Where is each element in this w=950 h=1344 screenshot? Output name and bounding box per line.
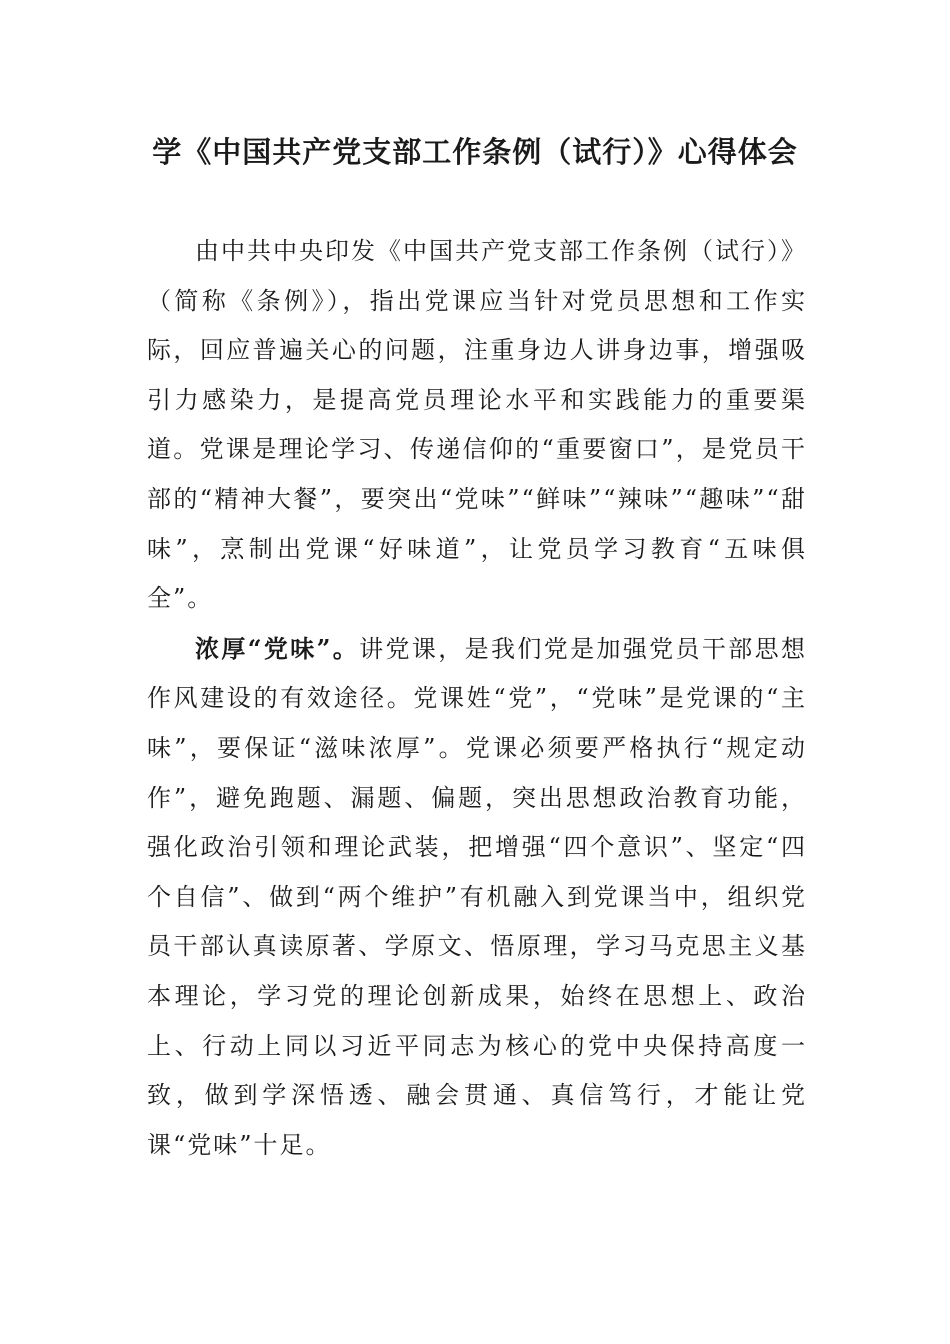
paragraph-text: 讲党课，是我们党是加强党员干部思想作风建设的有效途径。党课姓“党”，“党味”是党课的“主味”，要保证“滋味浓厚”。党课必须要严格执行“规定动作”，避免跑题、漏题、偏题，突出思想政治教育功能，强化政治引领和理论武装，把增强“四个意识”、坚定“四个自信”、做到“两个维护”有机融入到党课当中，组织党员干部认真读原著、学原文、悟原理，学习马克思主义基本理论，学习党的理论创新成果，始终在思想上、政治上、行动上同以习近平同志为核心的党中央保持高度一致，做到学深悟透、融会贯通、真信笃行，才能让党课“党味”十足。 <box>147 634 808 1159</box>
document-title: 学《中国共产党支部工作条例（试行）》心得体会 <box>152 135 798 169</box>
paragraph-intro <box>147 226 807 624</box>
paragraph-party-flavor <box>147 624 807 1171</box>
document-body <box>147 226 807 1170</box>
paragraph-lead: 浓厚“党味”。 <box>195 633 360 663</box>
paragraph-text: 由中共中央印发《中国共产党支部工作条例（试行）》（简称《条例》），指出党课应当针对党员思想和工作实际，回应普遍关心的问题，注重身边人讲身边事，增强吸引力感染力，是提高党员理论水平和实践能力的重要渠道。党课是理论学习、传递信仰的“重要窗口”，是党员干部的“精神大餐”，要突出“党味”“鲜味”“辣味”“趣味”“甜味”，烹制出党课“好味道”，让党员学习教育“五味俱全”。 <box>147 237 807 613</box>
